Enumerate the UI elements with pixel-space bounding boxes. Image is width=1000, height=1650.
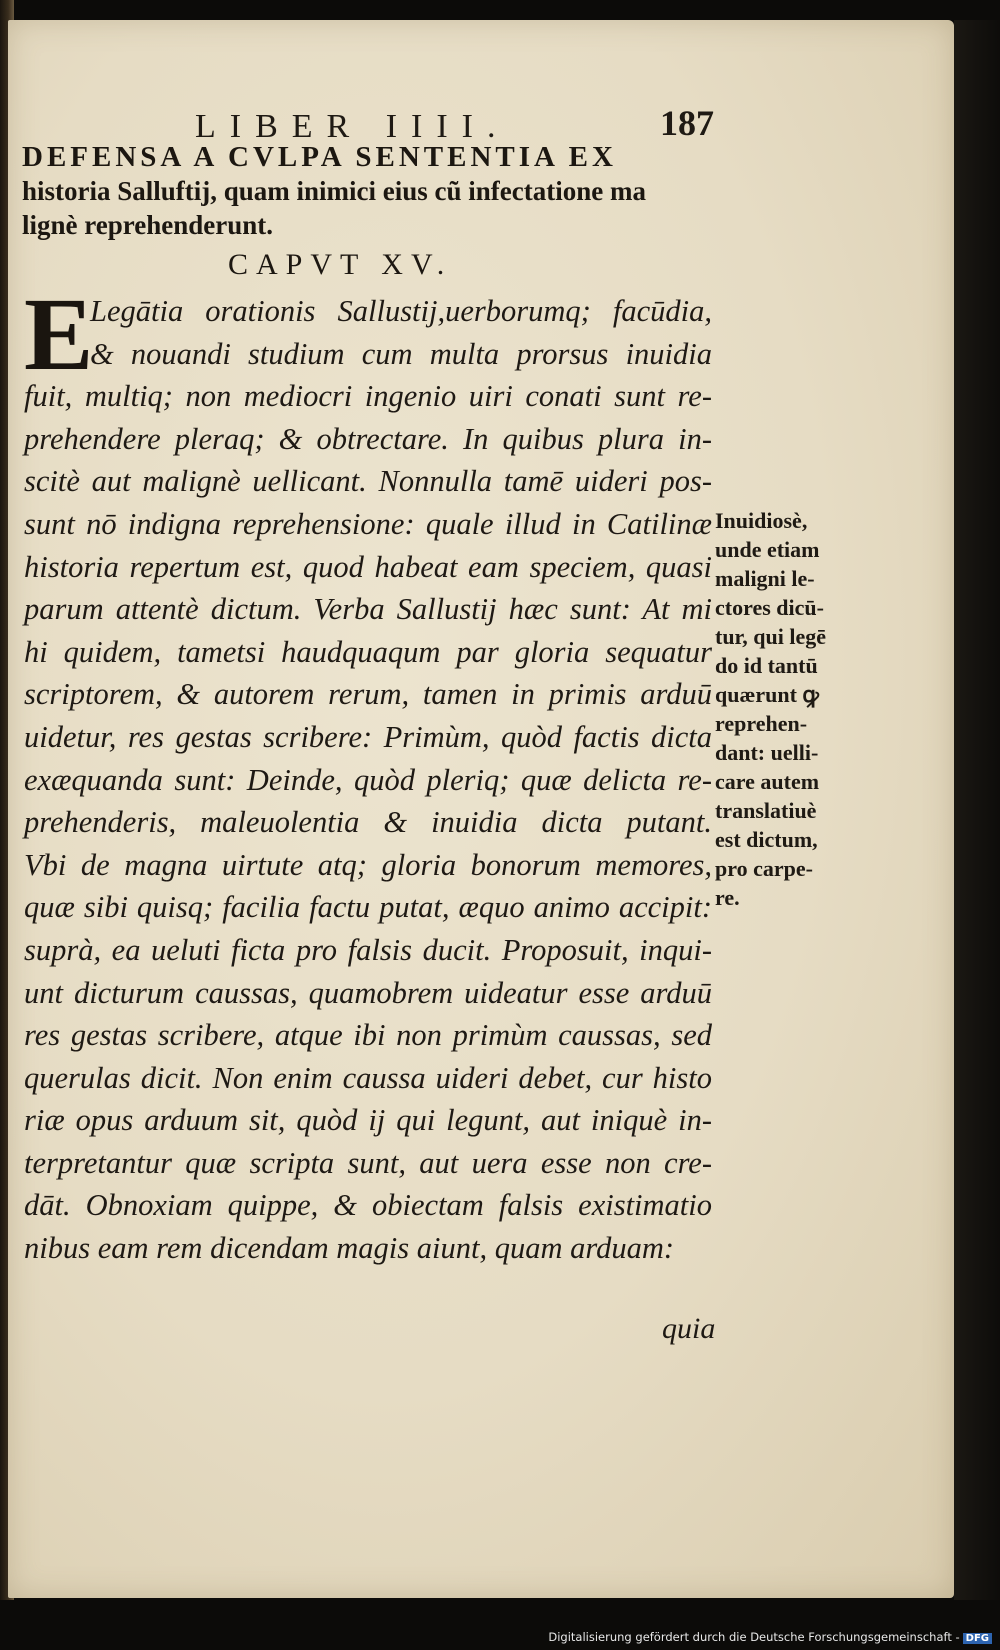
body-line: uidetur, res gestas scribere: Primùm, quòd factis dicta	[24, 719, 712, 754]
scan-border	[954, 20, 1000, 1600]
margin-note-line: unde etiam	[715, 537, 820, 562]
margin-note-line: quærunt ꝙ	[715, 682, 819, 707]
margin-note-line: pro carpe-	[715, 856, 813, 881]
body-line: Legātia orationis Sallustij,uerborumq; facūdia,	[90, 294, 712, 328]
heading-line-1: DEFENSA A CVLPA SENTENTIA EX	[22, 141, 617, 173]
chapter-title: CAPVT XV.	[228, 248, 453, 281]
drop-cap: E	[24, 277, 94, 392]
body-line: quæ sibi quisq; facilia factu putat, æquo animo accipit:	[24, 890, 712, 925]
body-line: querulas dicit. Non enim caussa uideri debet, cur histo	[24, 1060, 712, 1095]
running-title: LIBER IIII.	[195, 108, 510, 145]
body-line: exæquanda sunt: Deinde, quòd pleriq; quæ delicta re-	[24, 762, 712, 797]
margin-note-line: do id tantū	[715, 653, 818, 678]
body-line: scitè aut malignè uellicant. Nonnulla tamē uideri pos-	[24, 464, 712, 499]
margin-note-line: translatiuè	[715, 798, 817, 823]
margin-note	[715, 506, 865, 912]
body-line: res gestas scribere, atque ibi non primùm caussas, sed	[24, 1018, 712, 1053]
footer-text: Digitalisierung gefördert durch die Deutsche Forschungsgemeinschaft -	[548, 1630, 960, 1644]
body-line: terpretantur quæ scripta sunt, aut uera esse non cre-	[24, 1145, 712, 1180]
margin-note-line: est dictum,	[715, 827, 818, 852]
margin-note-line: care autem	[715, 769, 820, 794]
body-line: hi quidem, tametsi haudquaqum par gloria sequatur	[24, 634, 712, 669]
margin-note-line: reprehen-	[715, 711, 808, 736]
body-line: unt dicturum caussas, quamobrem uideatur esse arduū	[24, 975, 712, 1010]
body-line: dāt. Obnoxiam quippe, & obiectam falsis existimatio	[24, 1188, 712, 1223]
body-line: suprà, ea ueluti ficta pro falsis ducit. Proposuit, inqui-	[24, 932, 712, 967]
body-line: sunt nō indigna reprehensione: quale illud in Catilinæ	[24, 506, 712, 541]
heading-line-2: historia Salluftij, quam inimici eius cũ infectatione ma	[22, 176, 646, 206]
margin-note-line: Inuidiosè,	[715, 508, 808, 533]
margin-note-line: re.	[715, 885, 740, 910]
margin-note-line: maligni le-	[715, 566, 815, 591]
section-heading	[22, 140, 712, 242]
body-line: prehenderis, maleuolentia & inuidia dicta putant.	[24, 805, 712, 840]
body-line: fuit, multiq; non mediocri ingenio uiri conati sunt re-	[24, 379, 712, 414]
body-line: riæ opus arduum sit, quòd ij qui legunt, aut iniquè in-	[24, 1103, 712, 1138]
body-line: parum attentè dictum. Verba Sallustij hæc sunt: At mi	[24, 592, 712, 627]
footer-credit	[548, 1630, 992, 1644]
heading-line-3: lignè reprehenderunt.	[22, 210, 274, 240]
page-number: 187	[660, 103, 714, 143]
body-line: prehendere pleraq; & obtrectare. In quibus plura in-	[24, 421, 712, 456]
catchword: quia	[662, 1312, 716, 1345]
margin-note-line: ctores dicū-	[715, 595, 824, 620]
body-line: nibus eam rem dicendam magis aiunt, quam arduam:	[24, 1231, 675, 1266]
body-line: historia repertum est, quod habeat eam speciem, quasi	[24, 549, 712, 584]
margin-note-line: dant: uelli-	[715, 740, 819, 765]
body-line: & nouandi studium cum multa prorsus inuidia	[90, 336, 712, 371]
dfg-logo: DFG	[963, 1633, 992, 1644]
margin-note-line: tur, qui legē	[715, 624, 827, 649]
body-line: scriptorem, & autorem rerum, tamen in primis arduū	[24, 677, 712, 712]
body-text	[24, 277, 712, 1270]
body-line: Vbi de magna uirtute atq; gloria bonorum memores,	[24, 847, 712, 882]
